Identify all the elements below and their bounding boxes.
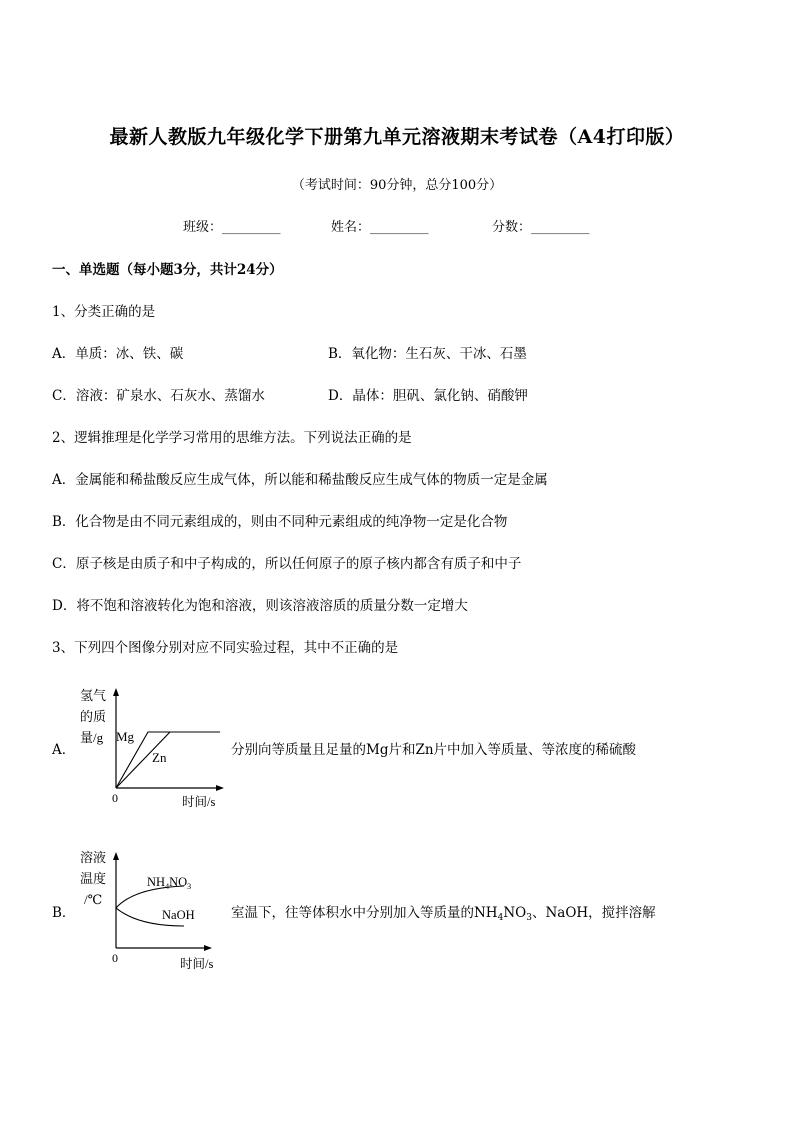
class-field: 班级：_________ [183, 220, 281, 235]
graph-b-ylabel-line3: /℃ [84, 892, 103, 907]
graph-b-ylabel-line2: 温度 [80, 871, 107, 886]
solution-temperature-graph [70, 846, 232, 972]
graph-a-zn-label: Zn [152, 750, 167, 765]
question-3-option-a-letter: A． [52, 742, 76, 758]
question-1-option-a: A．单质：冰、铁、碳 [52, 346, 184, 362]
section-heading: 一、单选题（每小题3分，共计24分） [52, 262, 283, 278]
graph-b-upper-curve [116, 886, 184, 908]
question-1-stem: 1、分类正确的是 [52, 304, 156, 320]
question-3-stem: 3、下列四个图像分别对应不同实验过程，其中不正确的是 [52, 640, 399, 656]
hydrogen-mass-graph [70, 684, 230, 810]
question-2-stem: 2、逻辑推理是化学学习常用的思维方法。下列说法正确的是 [52, 430, 412, 446]
name-field: 姓名：_________ [331, 220, 429, 235]
score-field: 分数：_________ [492, 220, 590, 235]
graph-a-xlabel: 时间/s [182, 795, 216, 809]
graph-b-ylabel-line1: 溶液 [80, 850, 107, 865]
graph-a-ylabel-line1: 氢气 [80, 688, 107, 703]
graph-b-y-arrow [113, 852, 119, 860]
graph-a-ylabel-line3: 量/g [80, 730, 104, 745]
question-2-option-b: B．化合物是由不同元素组成的，则由不同种元素组成的纯净物一定是化合物 [52, 514, 508, 530]
graph-b-origin: 0 [112, 951, 118, 965]
graph-a-x-arrow [216, 785, 224, 791]
graph-b-xlabel: 时间/s [180, 957, 214, 971]
question-3-option-b-text: 室温下，往等体积水中分别加入等质量的$NH_4NO_3$、NaOH，搅拌溶解 [231, 905, 656, 923]
question-2-option-a: A．金属能和稀盐酸反应生成气体，所以能和稀盐酸反应生成气体的物质一定是金属 [52, 472, 548, 488]
question-2-option-c: C．原子核是由质子和中子构成的，所以任何原子的原子核内都含有质子和中子 [52, 556, 522, 572]
question-3-option-b-letter: B． [52, 905, 76, 921]
graph-b-naoh-label: NaOH [162, 908, 195, 922]
question-1-option-d: D．晶体：胆矾、氯化钠、硝酸钾 [328, 388, 528, 404]
question-1-option-b: B．氧化物：生石灰、干冰、石墨 [328, 346, 527, 362]
exam-subtitle: （考试时间：90分钟，总分100分） [291, 178, 503, 193]
exam-title: 最新人教版九年级化学下册第九单元溶液期末考试卷（A4打印版） [109, 126, 685, 148]
graph-a-ylabel-line2: 的质 [80, 709, 107, 724]
question-2-option-d: D．将不饱和溶液转化为饱和溶液，则该溶液溶质的质量分数一定增大 [52, 598, 468, 614]
graph-b-x-arrow [204, 945, 212, 951]
graph-a-mg-label: Mg [116, 729, 135, 744]
question-1-option-c: C．溶液：矿泉水、石灰水、蒸馏水 [52, 388, 265, 404]
question-3-option-a-text: 分别向等质量且足量的Mg片和Zn片中加入等质量、等浓度的稀硫酸 [231, 742, 637, 758]
graph-a-origin: 0 [112, 791, 118, 805]
graph-b-nh4no3-label: $NH_4NO_3$ [147, 875, 192, 891]
graph-a-y-arrow [113, 688, 119, 696]
